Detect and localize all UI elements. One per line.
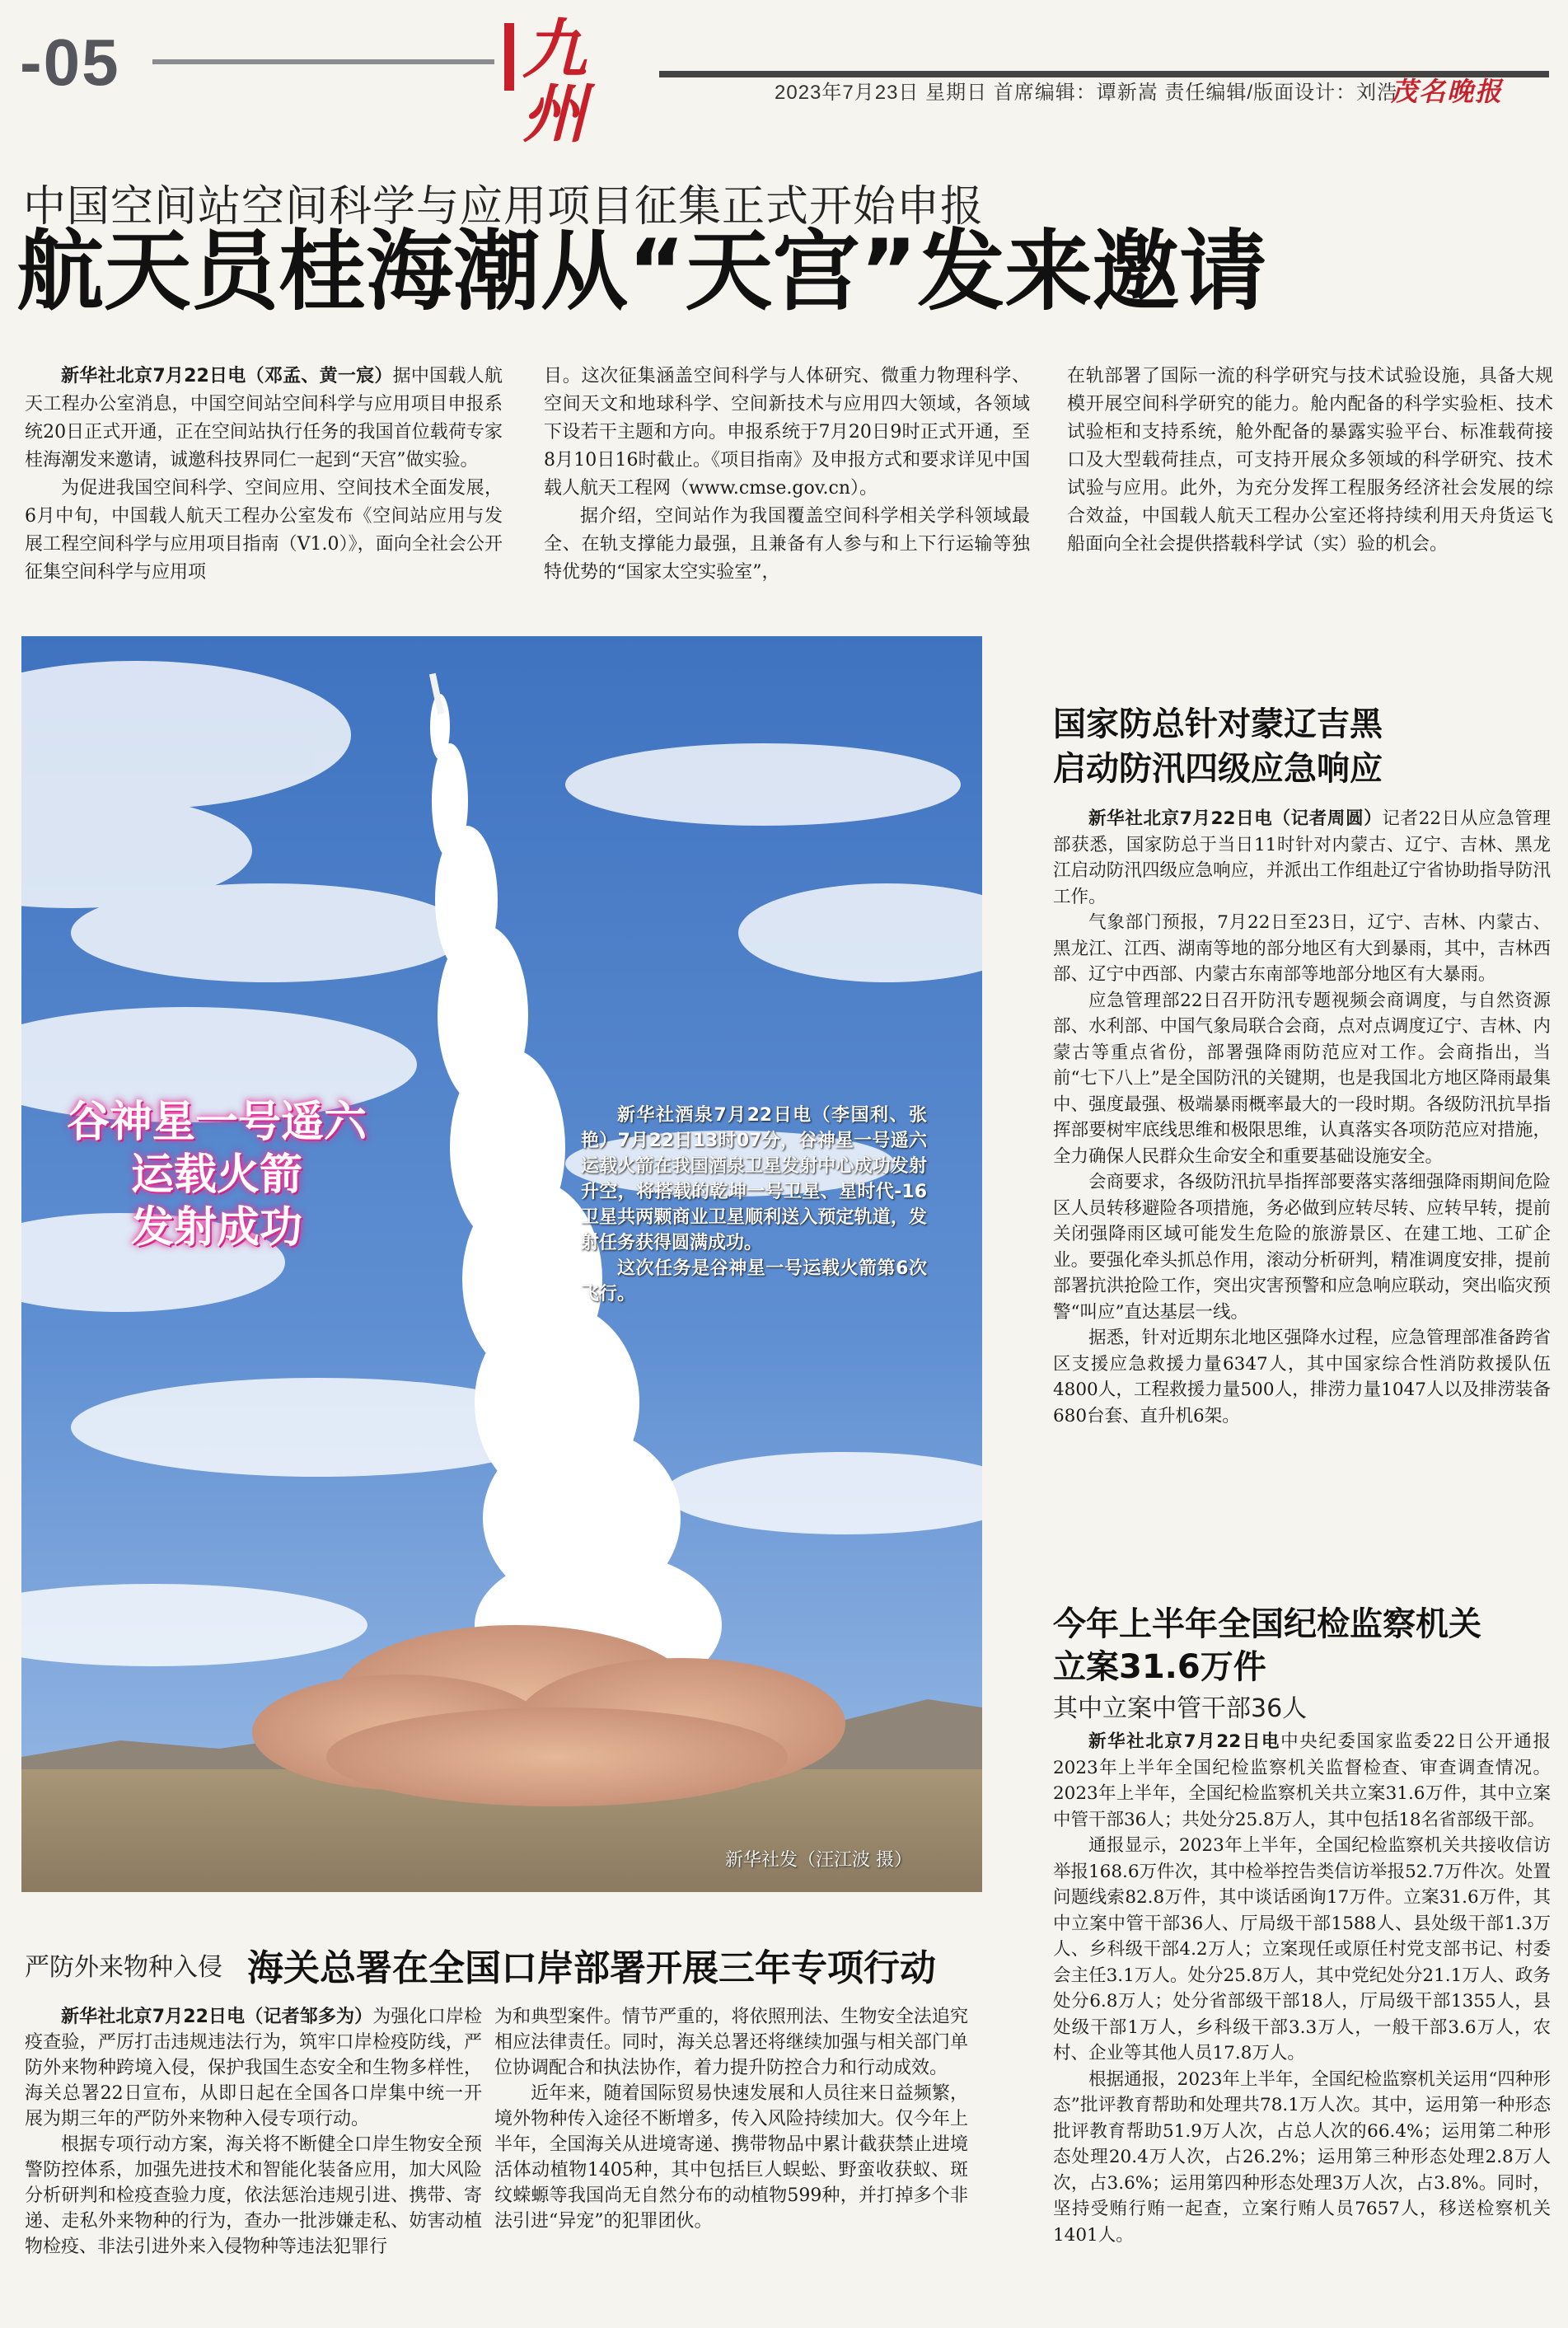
story3-subheadline: 其中立案中管干部36人 bbox=[1053, 1694, 1308, 1723]
lead-column-c bbox=[1067, 363, 1553, 559]
paragraph: 在轨部署了国际一流的科学研究与技术试验设施，具备大规模开展空间科学研究的能力。舱内配备的科学实验柜、技术试验柜和支持系统，舱外配备的暴露实验平台、标准载荷接口及大型载荷挂点，可支持开展众多领域的科学研究、技术试验与应用。此外，为充分发挥工程服务经济社会发展的综合效益，中国载人航天工程办公室还将持续利用天舟货运飞船面向全社会提供搭载科学试（实）验的机会。 bbox=[1067, 366, 1553, 555]
page-number: -05 bbox=[20, 26, 120, 99]
paragraph: 近年来，随着国际贸易快速发展和人员往来日益频繁，境外物种传入途径不断增多，传入风险持续加大。仅今年上半年，全国海关从进境寄递、携带物品中累计截获禁止进境活体动植物1405种，其中包括巨人蜈蚣、野蛮收获蚁、斑纹蝾螈等我国尚无自然分布的动植物599种，并打掉多个非法引进“异宠”的犯罪团伙。 bbox=[494, 2083, 968, 2232]
paragraph: 气象部门预报，7月22日至23日，辽宁、吉林、内蒙古、黑龙江、江西、湖南等地的部分地区有大到暴雨，其中，吉林西部、辽宁中西部、内蒙古东南部等地部分地区有大暴雨。 bbox=[1053, 912, 1551, 985]
story4-column-a bbox=[25, 2004, 482, 2260]
paragraph bbox=[1053, 1729, 1551, 1833]
photo-title-line: 谷神星一号遥六 bbox=[66, 1098, 367, 1147]
paper-logo: 茂名晚报 bbox=[1391, 76, 1504, 107]
section-logo bbox=[504, 12, 651, 152]
paragraph: 为和典型案件。情节严重的，将依照刑法、生物安全法追究相应法律责任。同时，海关总署还将继续加强与相关部门单位协调配合和执法协作，着力提升防控合力和行动成效。 bbox=[494, 2007, 968, 2078]
paragraph: 通报显示，2023年上半年，全国纪检监察机关共接收信访举报168.6万件次，其中检举控告类信访举报52.7万件次。处置问题线索82.8万件，其中谈话函询17万件。立案31.6万件，其中立案中管干部36人、厅局级干部1588人、县处级干部1.3万人、乡科级干部4.2万人；立案现任或原任村党支部书记、村委会主任3.1万人。处分25.8万人，其中党纪处分21.1万人、政务处分6.8万人；处分省部级干部18人，厅局级干部1355人，县处级干部1万人，乡科级干部3.3万人，一般干部3.6万人，农村、企业等其他人员17.8万人。 bbox=[1053, 1835, 1551, 2063]
headline-line: 今年上半年全国纪检监察机关 bbox=[1053, 1605, 1481, 1643]
photo-caption bbox=[581, 1103, 927, 1307]
paragraph: 据悉，针对近期东北地区强降水过程，应急管理部准备跨省区支援应急救援力量6347人，其中国家综合性消防救援队伍4800人，工程救援力量500人，排涝力量1047人以及排涝装备680台套、直升机6架。 bbox=[1053, 1328, 1551, 1426]
paragraph: 会商要求，各级防汛抗旱指挥部要落实落细强降雨期间危险区人员转移避险各项措施，务必做到应转尽转、应转早转，提前关闭强降雨区域可能发生危险的旅游景区、在建工地、工矿企业。要强化牵头抓总作用，滚动分析研判，精准调度安排，提前部署抗洪抢险工作，突出灾害预警和应急响应联动，突出临灾预警“叫应”直达基层一线。 bbox=[1053, 1172, 1551, 1323]
caption-paragraph: 新华社酒泉7月22日电（李国利、张艳）7月22日13时07分，谷神星一号遥六运载火箭在我国酒泉卫星发射中心成功发射升空，将搭载的乾坤一号卫星、星时代-16卫星共两颗商业卫星顺利送入预定轨道，发射任务获得圆满成功。 bbox=[581, 1105, 927, 1253]
paragraph: 目。这次征集涵盖空间科学与人体研究、微重力物理科学、空间天文和地球科学、空间新技术与应用四大领域，各领域下设若干主题和方向。申报系统于7月20日9时正式开通，至8月10日16时截止。《项目指南》及申报方式和要求详见中国载人航天工程网（www.cmse.gov.cn）。 bbox=[544, 366, 1030, 499]
paragraph-text: 据中国载人航天工程办公室消息，中国空间站空间科学与应用项目申报系统20日正式开通，正在空间站执行任务的我国首位载荷专家桂海潮发来邀请，诚邀科技界同仁一起到“天宫”做实验。 bbox=[25, 366, 503, 471]
story3-body bbox=[1053, 1729, 1551, 2248]
photo-title-line: 发射成功 bbox=[130, 1203, 302, 1253]
paragraph-text: 记者22日从应急管理部获悉，国家防总于当日11时针对内蒙古、辽宁、吉林、黑龙江启动防汛四级应急响应，并派出工作组赴辽宁省协助指导防汛工作。 bbox=[1053, 808, 1551, 907]
story4-headline: 海关总署在全国口岸部署开展三年专项行动 bbox=[247, 1947, 936, 1989]
paragraph-text: 为强化口岸检疫查验，严厉打击违规违法行为，筑牢口岸检疫防线，严防外来物种跨境入侵，保护我国生态安全和生物多样性，海关总署22日宣布，从即日起在全国各口岸集中统一开展为期三年的严防外来物种入侵专项行动。 bbox=[25, 2007, 482, 2129]
paragraph: 根据专项行动方案，海关将不断健全口岸生物安全预警防控体系，加强先进技术和智能化装备应用，加大风险分析研判和检疫查验力度，依法惩治违规引进、携带、寄递、走私外来物种的行为，查办一批涉嫌走私、妨害动植物检疫、非法引进外来入侵物种等违法犯罪行 bbox=[25, 2134, 482, 2257]
paragraph: 根据通报，2023年上半年，全国纪检监察机关运用“四种形态”批评教育帮助和处理共78.1万人次。其中，运用第一种形态批评教育帮助51.9万人次，占总人次的66.4%；运用第二种形态处理20.4万人次，占26.2%；运用第三种形态处理2.8万人次，占3.6%；运用第四种形态处理3万人次，占3.8%。同时，坚持受贿行贿一起查，立案行贿人员7657人，移送检察机关1401人。 bbox=[1053, 2068, 1551, 2246]
lead-in: 新华社北京7月22日电 bbox=[1088, 1731, 1281, 1752]
headline-line: 国家防总针对蒙辽吉黑 bbox=[1053, 705, 1383, 743]
lead-headline: 航天员桂海潮从“天宫”发来邀请 bbox=[16, 221, 1267, 322]
story4-column-b bbox=[494, 2004, 968, 2234]
section-name: 九州 bbox=[522, 12, 594, 152]
lead-column-b bbox=[544, 363, 1030, 587]
story2-body bbox=[1053, 806, 1551, 1429]
lead-in: 新华社北京7月22日电（记者邹多为） bbox=[61, 2007, 373, 2027]
section-logo-bar bbox=[504, 23, 514, 91]
paragraph: 据介绍，空间站作为我国覆盖空间科学相关学科领域最全、在轨支撑能力最强，且兼备有人参与和上下行运输等独特优势的“国家太空实验室”， bbox=[544, 506, 1030, 583]
caption-paragraph: 这次任务是谷神星一号运载火箭第6次飞行。 bbox=[581, 1258, 927, 1305]
photo-title bbox=[23, 1096, 410, 1254]
headline-line: 启动防汛四级应急响应 bbox=[1053, 750, 1383, 788]
paragraph bbox=[25, 363, 503, 475]
story3-headline bbox=[1053, 1603, 1547, 1689]
photo-credit: 新华社发（汪江波 摄） bbox=[725, 1850, 912, 1871]
lead-in: 新华社北京7月22日电（记者周圆） bbox=[1088, 808, 1383, 829]
photo-title-line: 运载火箭 bbox=[130, 1150, 302, 1200]
lead-kicker: 中国空间站空间科学与应用项目征集正式开始申报 bbox=[23, 182, 985, 232]
lead-column-a bbox=[25, 363, 503, 587]
paragraph-text: 中央纪委国家监委22日公开通报2023年上半年全国纪检监察机关监督检查、审查调查情况。2023年上半年，全国纪检监察机关共立案31.6万件，其中立案中管干部36人；共处分25.8万人，其中包括18名省部级干部。 bbox=[1053, 1731, 1551, 1830]
story4-kicker: 严防外来物种入侵 bbox=[25, 1953, 222, 1982]
masthead-rule-left bbox=[152, 59, 494, 64]
story2-headline bbox=[1053, 702, 1547, 791]
headline-line: 立案31.6万件 bbox=[1053, 1648, 1266, 1686]
paragraph bbox=[1053, 806, 1551, 910]
dateline: 2023年7月23日 星期日 首席编辑：谭新嵩 责任编辑/版面设计：刘浩 bbox=[775, 82, 1398, 104]
paragraph bbox=[25, 2004, 482, 2132]
lead-in: 新华社北京7月22日电（邓孟、黄一宸） bbox=[61, 366, 393, 386]
paragraph: 应急管理部22日召开防汛专题视频会商调度，与自然资源部、水利部、中国气象局联合会商，点对点调度辽宁、吉林、内蒙古等重点省份，部署强降雨防范应对工作。会商指出，当前“七下八上”是全国防汛的关键期，也是我国北方地区降雨最集中、强度最强、极端暴雨概率最大的一段时期。各级防汛抗旱指挥部要树牢底线思维和极限思维，认真落实各项防范应对措施，全力确保人民群众生命安全和重要基础设施安全。 bbox=[1053, 990, 1551, 1167]
paragraph: 为促进我国空间科学、空间应用、空间技术全面发展，6月中旬，中国载人航天工程办公室发布《空间站应用与发展工程空间科学与应用项目指南（V1.0）》，面向全社会公开征集空间科学与应用项 bbox=[25, 478, 503, 583]
